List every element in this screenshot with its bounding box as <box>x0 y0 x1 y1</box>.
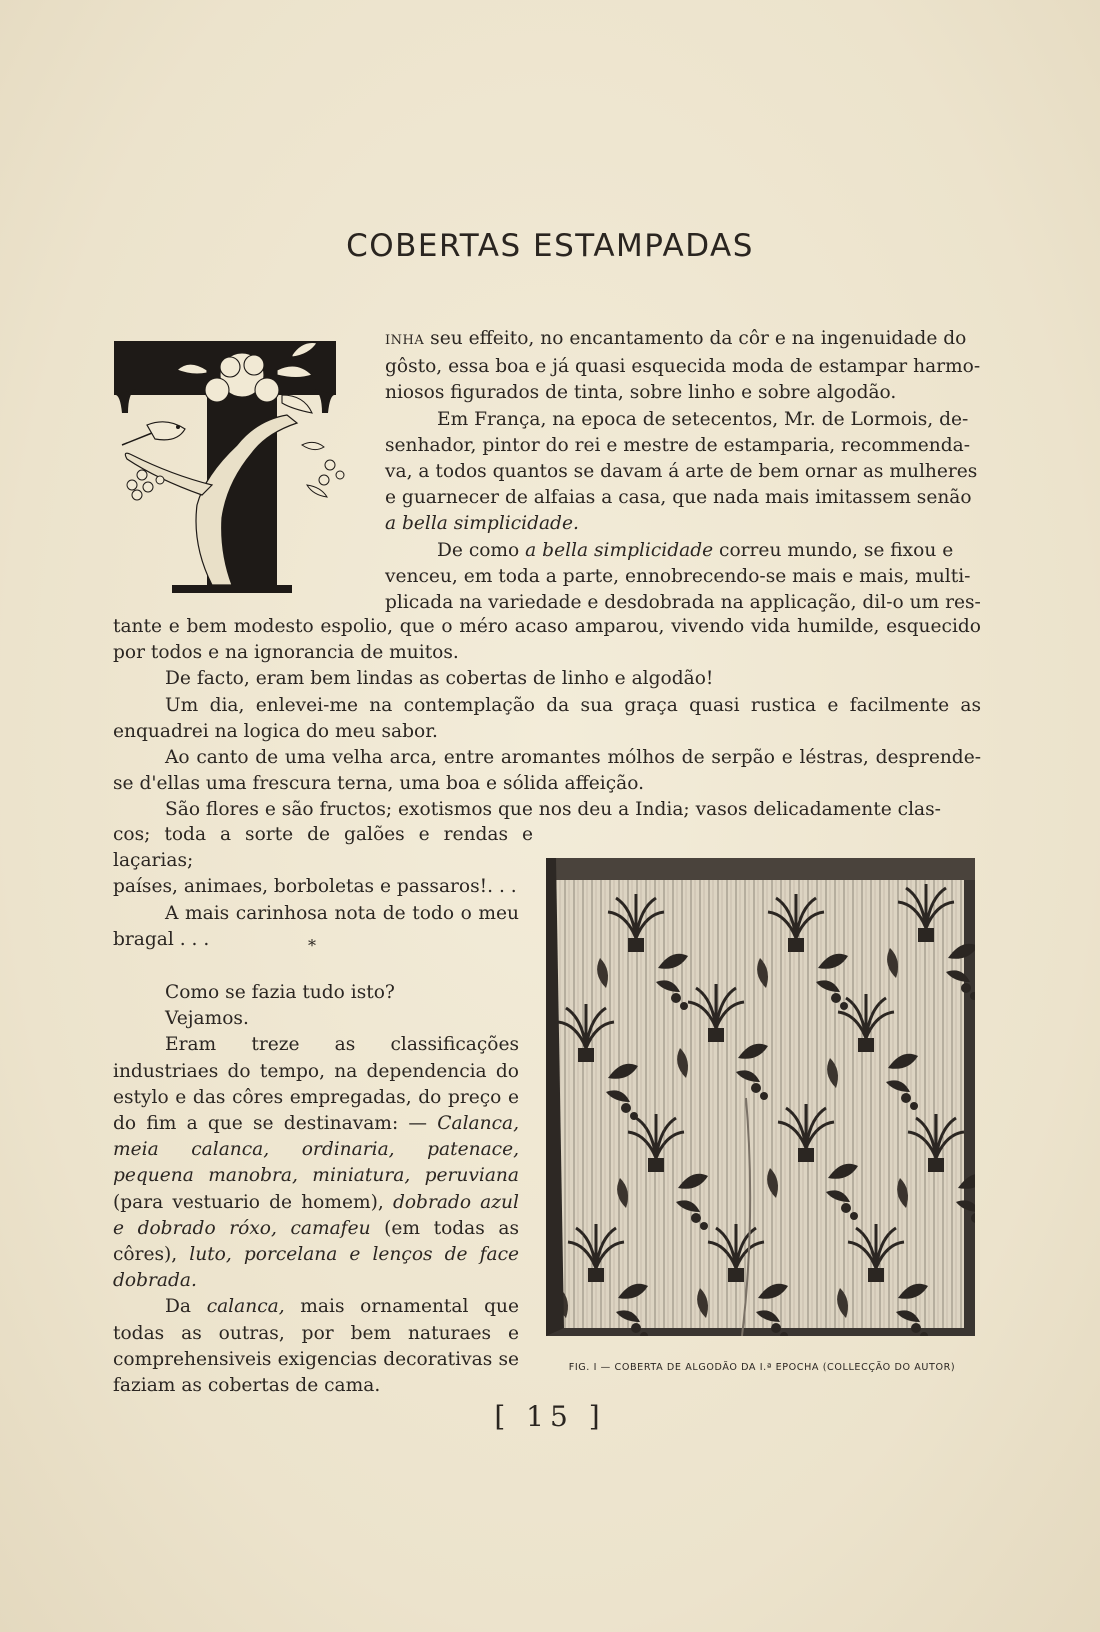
text-line: gôsto, essa boa e já quasi esquecida moda de estampar harmo- <box>385 356 981 378</box>
text-line: va, a todos quantos se davam á arte de bem ornar as mulheres <box>385 461 978 483</box>
paragraph: Eram treze as classificações industriaes do tempo, na dependencia do estylo e das côres empregadas, do preço e do fim a que se destinavam: — Calanca, meia calanca, ordinaria, patenace, pequena manobra, miniatura, peruviana (para vestuario de homem), dobrado azul e dobrado róxo, camafeu (em todas as côres), luto, porcelana e lenços de face dobrada. <box>113 1034 519 1292</box>
paragraph: Como se fazia tudo isto? <box>165 982 395 1003</box>
text-line: venceu, em toda a parte, ennobrecendo-se mais e mais, multi- <box>385 565 971 587</box>
opening-paragraphs <box>385 326 981 616</box>
figure-caption: FIG. I — COBERTA DE ALGODÃO DA I.ª EPOCHA (COLLECÇÃO DO AUTOR) <box>568 1362 956 1373</box>
paragraph: São flores e são fructos; exotismos que nos deu a India; vasos delicadamente clas- <box>165 799 941 821</box>
section-separator: * <box>308 936 316 955</box>
text-line: INHA seu effeito, no encantamento da côr e na ingenuidade do <box>385 328 967 349</box>
page-title: COBERTAS ESTAMPADAS <box>346 228 754 264</box>
paragraph: cos; toda a sorte de galões e rendas e laçarias; <box>113 824 533 872</box>
drop-cap-illustration <box>112 335 357 603</box>
paragraph: A mais carinhosa nota de todo o meu bragal . . . <box>113 902 519 950</box>
paragraph: Da calanca, mais ornamental que todas as outras, por bem naturaes e comprehensiveis exigencias decorativas se faziam as cobertas de cama. <box>113 1296 520 1397</box>
paragraph: Um dia, enlevei-me na contemplação da sua graça quasi rustica e facilmente as enquadrei na logica do meu sabor. <box>113 694 981 742</box>
text-line: e guarnecer de alfaias a casa, que nada mais imitassem senão <box>385 487 972 509</box>
text-line: senhador, pintor do rei e mestre de estamparia, recommenda- <box>385 434 971 456</box>
paragraph: Vejamos. <box>165 1008 249 1030</box>
text-line: plicada na variedade e desdobrada na applicação, dil-o um res- <box>385 592 981 614</box>
paragraph: Ao canto de uma velha arca, entre aromantes mólhos de serpão e léstras, desprende-se d'ellas uma frescura terna, uma boa e sólida affeição. <box>113 747 981 795</box>
text-line: niosos figurados de tinta, sobre linho e sobre algodão. <box>385 382 897 404</box>
text-line: Em França, na epoca de setecentos, Mr. de Lormois, de- <box>437 408 969 430</box>
page-number: [ 15 ] <box>494 1400 606 1433</box>
paragraph: tante e bem modesto espolio, que o méro acaso amparou, vivendo vida humilde, esquecido por todos e na ignorancia de muitos. <box>113 616 981 664</box>
paragraph: países, animaes, borboletas e passaros!. . . <box>113 876 517 898</box>
text-line: a bella simplicidade. <box>385 513 579 535</box>
left-column-paragraphs <box>113 822 533 953</box>
body-paragraphs <box>113 614 981 824</box>
paragraph: De facto, eram bem lindas as cobertas de linho e algodão! <box>165 668 714 690</box>
bedspread-photo <box>546 858 975 1336</box>
left-column-section <box>113 980 519 1399</box>
text-line: De como a bella simplicidade correu mundo, se fixou e <box>437 539 954 561</box>
